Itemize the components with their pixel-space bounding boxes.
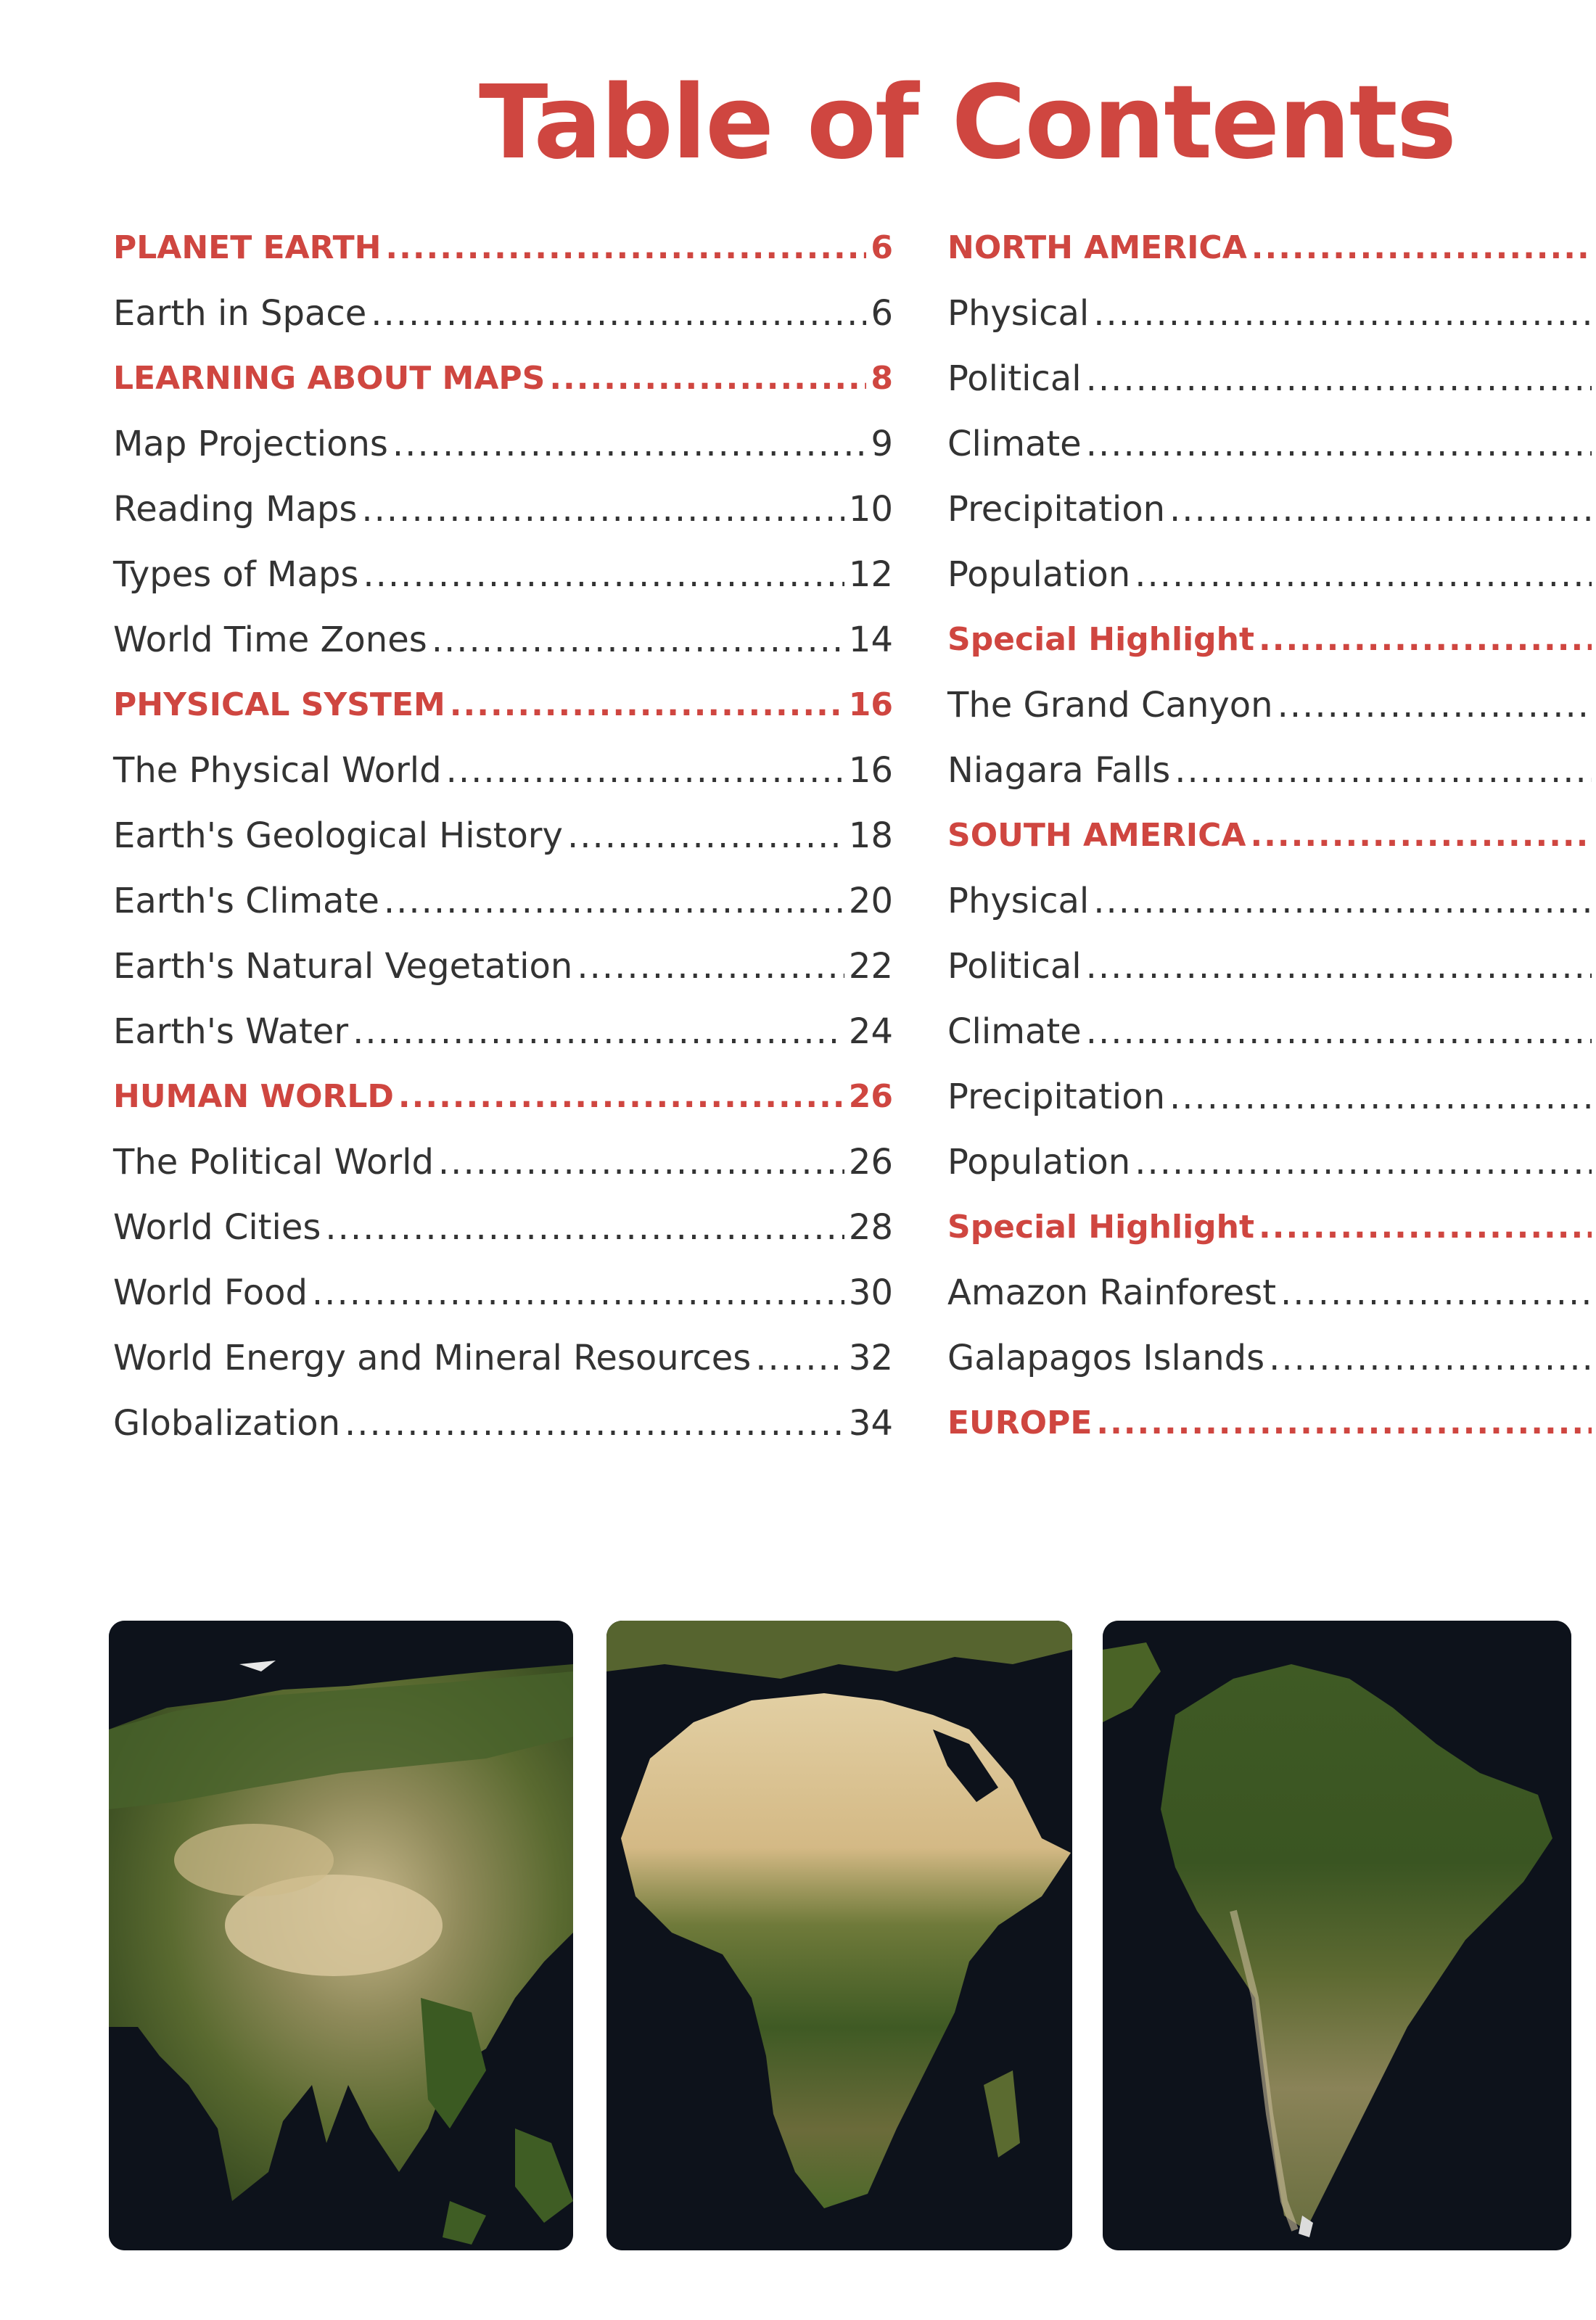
toc-entry-precipitation bbox=[947, 488, 1596, 553]
toc-label: Population bbox=[947, 554, 1131, 595]
dot-leader bbox=[1251, 226, 1592, 270]
toc-section-special-highlight bbox=[947, 618, 1596, 683]
dot-leader bbox=[385, 226, 866, 270]
dot-leader bbox=[567, 814, 844, 857]
dot-leader bbox=[1096, 1402, 1592, 1445]
toc-entry-reading-maps bbox=[113, 488, 893, 553]
satellite-image-africa bbox=[606, 1621, 1072, 2250]
toc-label: Earth's Water bbox=[113, 1011, 349, 1052]
dot-leader bbox=[384, 879, 844, 923]
toc-entry-niagara-falls bbox=[947, 749, 1596, 814]
satellite-image-south-america bbox=[1103, 1621, 1571, 2250]
toc-section-learning-about-maps bbox=[113, 357, 893, 422]
toc-label: The Physical World bbox=[113, 750, 442, 791]
toc-label: Earth's Climate bbox=[113, 881, 379, 921]
dot-leader bbox=[1269, 1336, 1592, 1380]
dot-leader bbox=[1259, 1206, 1592, 1249]
toc-entry-globalization bbox=[113, 1402, 893, 1467]
dot-leader bbox=[1250, 814, 1592, 857]
toc-label: Reading Maps bbox=[113, 489, 358, 530]
dot-leader bbox=[371, 292, 866, 335]
toc-label: HUMAN WORLD bbox=[113, 1078, 394, 1115]
toc-label: NORTH AMERICA bbox=[947, 229, 1247, 266]
toc-page-number: 12 bbox=[848, 554, 893, 595]
dot-leader bbox=[1086, 422, 1592, 466]
toc-entry-political bbox=[947, 945, 1596, 1010]
toc-page-number: 9 bbox=[871, 424, 893, 464]
toc-label: Globalization bbox=[113, 1403, 341, 1444]
toc-page-number: 16 bbox=[848, 686, 893, 723]
toc-section-north-america bbox=[947, 226, 1596, 292]
toc-page-number: 18 bbox=[848, 815, 893, 856]
dot-leader bbox=[1086, 1010, 1592, 1053]
toc-label: Special Highlight bbox=[947, 621, 1255, 658]
toc-label: Physical bbox=[947, 881, 1090, 921]
toc-entry-physical bbox=[947, 292, 1596, 357]
toc-entry-amazon-rainforest bbox=[947, 1271, 1596, 1336]
toc-page-number: 26 bbox=[848, 1078, 893, 1115]
toc-label: Precipitation bbox=[947, 1077, 1166, 1117]
dot-leader bbox=[325, 1206, 844, 1249]
toc-page-number: 14 bbox=[848, 620, 893, 660]
dot-leader bbox=[438, 1140, 844, 1184]
toc-section-planet-earth bbox=[113, 226, 893, 292]
toc-page-number: 8 bbox=[871, 360, 893, 397]
dot-leader bbox=[1086, 357, 1592, 400]
toc-label: PLANET EARTH bbox=[113, 229, 382, 266]
toc-label: Earth in Space bbox=[113, 293, 367, 334]
toc-label: World Time Zones bbox=[113, 620, 427, 660]
toc-page-number: 24 bbox=[848, 1011, 893, 1052]
toc-label: Population bbox=[947, 1142, 1131, 1182]
toc-entry-world-time-zones bbox=[113, 618, 893, 683]
satellite-image-asia bbox=[109, 1621, 573, 2250]
toc-page-number: 20 bbox=[848, 881, 893, 921]
toc-label: Climate bbox=[947, 1011, 1082, 1052]
toc-label: Earth's Natural Vegetation bbox=[113, 946, 573, 987]
toc-label: Political bbox=[947, 946, 1082, 987]
toc-left-column bbox=[113, 226, 893, 1467]
toc-section-physical-system bbox=[113, 683, 893, 749]
dot-leader bbox=[450, 683, 844, 727]
toc-label: World Food bbox=[113, 1272, 308, 1313]
dot-leader bbox=[398, 1075, 844, 1119]
toc-entry-world-food bbox=[113, 1271, 893, 1336]
toc-entry-world-cities bbox=[113, 1206, 893, 1271]
toc-page-number: 16 bbox=[848, 750, 893, 791]
toc-page-number: 6 bbox=[871, 293, 893, 334]
toc-entry-political bbox=[947, 357, 1596, 422]
south-america-landmass bbox=[1103, 1621, 1571, 2250]
toc-entry-the-grand-canyon bbox=[947, 683, 1596, 749]
dot-leader bbox=[577, 945, 844, 988]
toc-page-number: 34 bbox=[848, 1403, 893, 1444]
toc-right-column bbox=[947, 226, 1596, 1467]
toc-entry-physical bbox=[947, 879, 1596, 945]
toc-entry-earth-s-water bbox=[113, 1010, 893, 1075]
toc-entry-world-energy-and-mineral-resources bbox=[113, 1336, 893, 1402]
toc-entry-galapagos-islands bbox=[947, 1336, 1596, 1402]
toc-label: World Energy and Mineral Resources bbox=[113, 1338, 752, 1378]
dot-leader bbox=[549, 357, 866, 400]
toc-label: Political bbox=[947, 358, 1082, 399]
toc-page-number: 28 bbox=[848, 1207, 893, 1248]
toc-entry-climate bbox=[947, 1010, 1596, 1075]
dot-leader bbox=[446, 749, 844, 792]
toc-label: Earth's Geological History bbox=[113, 815, 563, 856]
dot-leader bbox=[1086, 945, 1592, 988]
dot-leader bbox=[755, 1336, 844, 1380]
toc-entry-earth-s-geological-history bbox=[113, 814, 893, 879]
toc-section-south-america bbox=[947, 814, 1596, 879]
toc-label: Special Highlight bbox=[947, 1209, 1255, 1246]
toc-entry-population bbox=[947, 1140, 1596, 1206]
page-title: Table of Contents bbox=[479, 64, 1456, 182]
toc-page-number: 22 bbox=[848, 946, 893, 987]
toc-entry-earth-in-space bbox=[113, 292, 893, 357]
africa-landmass bbox=[606, 1621, 1072, 2250]
dot-leader bbox=[1278, 683, 1592, 727]
toc-label: PHYSICAL SYSTEM bbox=[113, 686, 445, 723]
toc-label: Types of Maps bbox=[113, 554, 359, 595]
toc-page-number: 26 bbox=[848, 1142, 893, 1182]
toc-entry-the-physical-world bbox=[113, 749, 893, 814]
toc-label: Physical bbox=[947, 293, 1090, 334]
toc-entry-population bbox=[947, 553, 1596, 618]
dot-leader bbox=[1169, 488, 1592, 531]
toc-label: Galapagos Islands bbox=[947, 1338, 1265, 1378]
dot-leader bbox=[363, 553, 844, 596]
dot-leader bbox=[1280, 1271, 1592, 1315]
toc-label: The Political World bbox=[113, 1142, 434, 1182]
toc-section-special-highlight bbox=[947, 1206, 1596, 1271]
dot-leader bbox=[312, 1271, 844, 1315]
toc-label: LEARNING ABOUT MAPS bbox=[113, 360, 546, 397]
toc-label: World Cities bbox=[113, 1207, 321, 1248]
toc-section-human-world bbox=[113, 1075, 893, 1140]
toc-label: Map Projections bbox=[113, 424, 388, 464]
dot-leader bbox=[1175, 749, 1592, 792]
toc-section-europe bbox=[947, 1402, 1596, 1467]
dot-leader bbox=[345, 1402, 844, 1445]
dot-leader bbox=[1259, 618, 1592, 662]
toc-label: The Grand Canyon bbox=[947, 685, 1273, 725]
toc-entry-the-political-world bbox=[113, 1140, 893, 1206]
toc-page-number: 32 bbox=[848, 1338, 893, 1378]
toc-page-number: 10 bbox=[848, 489, 893, 530]
toc-entry-types-of-maps bbox=[113, 553, 893, 618]
toc-label: EUROPE bbox=[947, 1404, 1093, 1441]
toc-label: Amazon Rainforest bbox=[947, 1272, 1277, 1313]
dot-leader bbox=[1169, 1075, 1592, 1119]
dot-leader bbox=[1135, 1140, 1592, 1184]
toc-entry-map-projections bbox=[113, 422, 893, 488]
toc-entry-earth-s-climate bbox=[113, 879, 893, 945]
toc-entry-earth-s-natural-vegetation bbox=[113, 945, 893, 1010]
toc-page-number: 6 bbox=[871, 229, 893, 266]
toc-label: Niagara Falls bbox=[947, 750, 1171, 791]
dot-leader bbox=[392, 422, 867, 466]
toc-page-number: 30 bbox=[848, 1272, 893, 1313]
toc-label: Precipitation bbox=[947, 489, 1166, 530]
toc-entry-precipitation bbox=[947, 1075, 1596, 1140]
toc-label: Climate bbox=[947, 424, 1082, 464]
dot-leader bbox=[1135, 553, 1592, 596]
toc-label: SOUTH AMERICA bbox=[947, 817, 1246, 854]
dot-leader bbox=[1093, 879, 1592, 923]
dot-leader bbox=[432, 618, 844, 662]
dot-leader bbox=[361, 488, 844, 531]
dot-leader bbox=[353, 1010, 844, 1053]
dot-leader bbox=[1093, 292, 1592, 335]
toc-entry-climate bbox=[947, 422, 1596, 488]
asia-landmass bbox=[109, 1621, 573, 2250]
